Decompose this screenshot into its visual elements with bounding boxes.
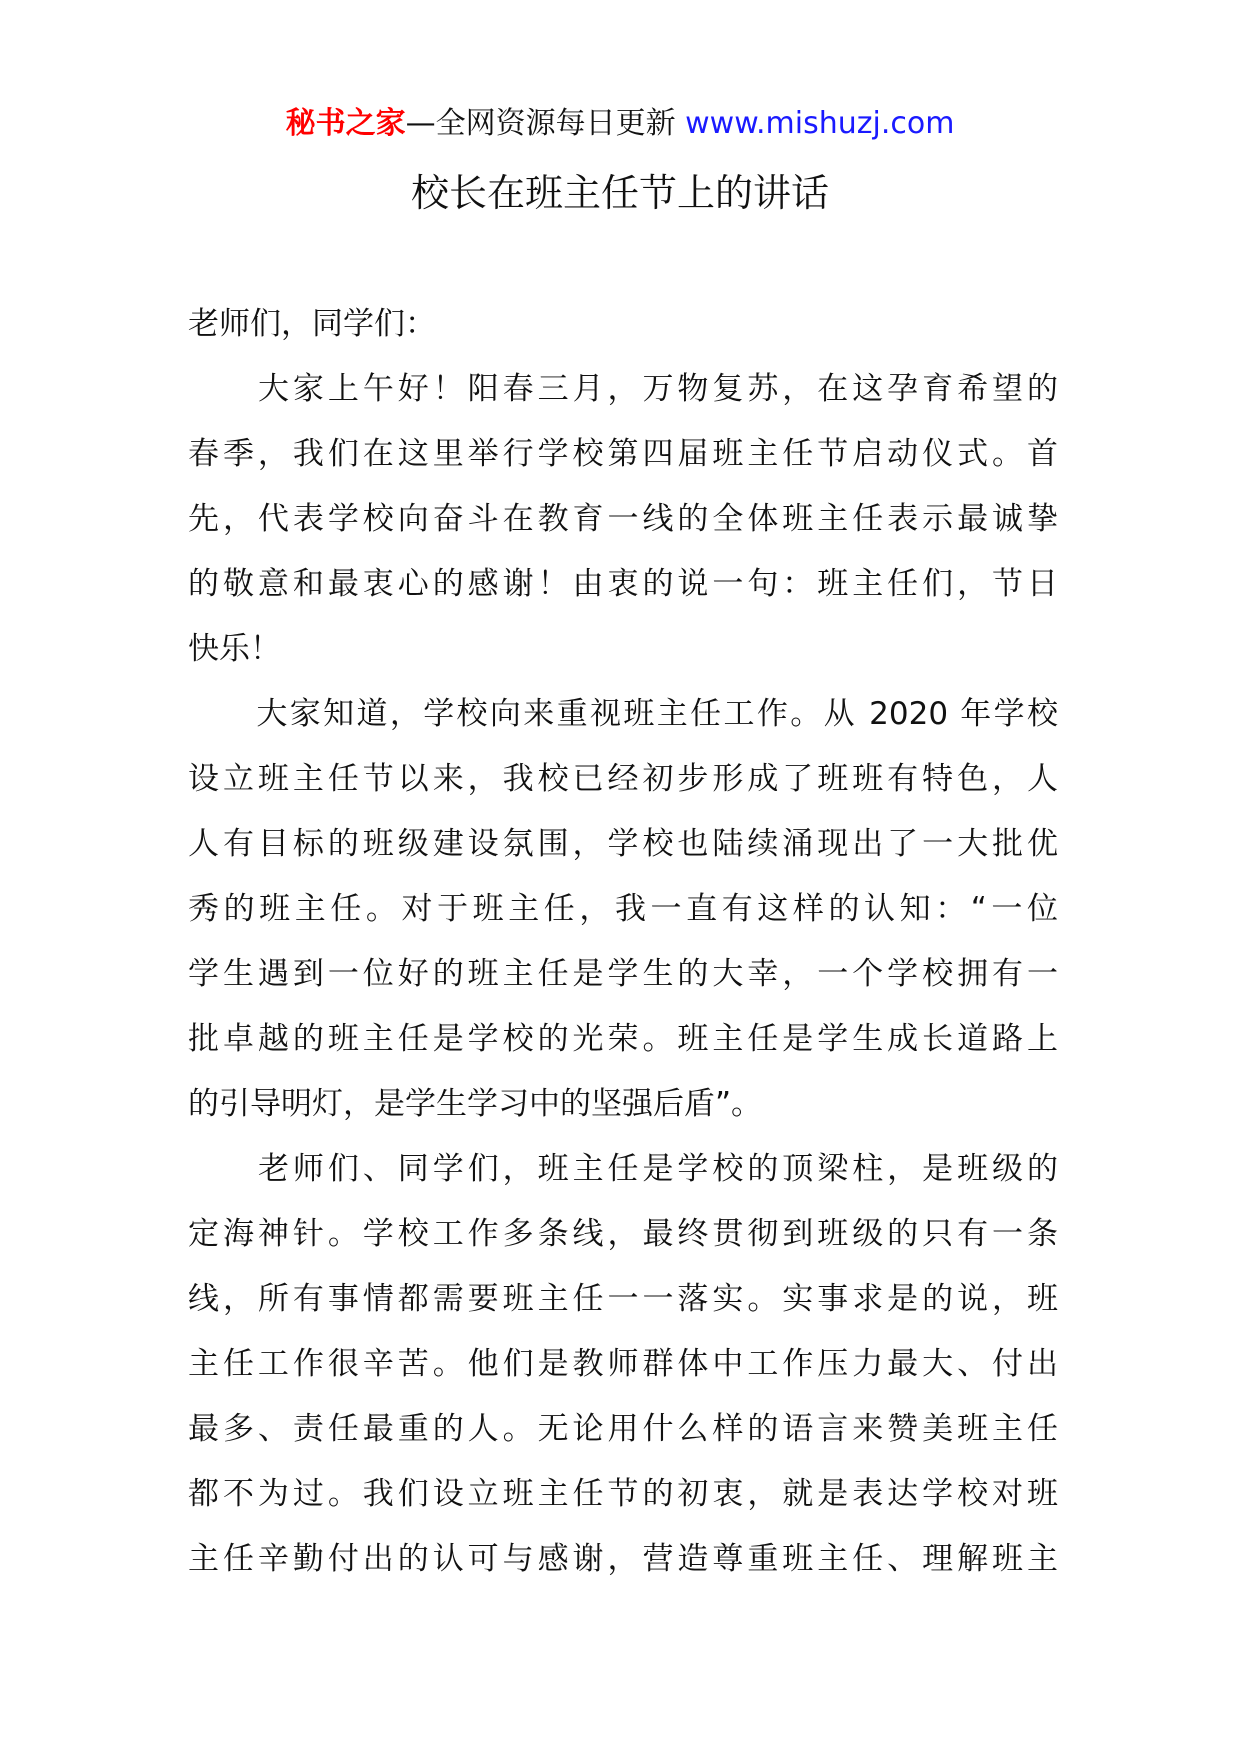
text-line: 批卓越的班主任是学校的光荣。班主任是学生成长道路上 bbox=[188, 1021, 1058, 1057]
text-line: 主任辛勤付出的认可与感谢，营造尊重班主任、理解班主 bbox=[188, 1541, 1058, 1577]
text-line: 秀的班主任。对于班主任，我一直有这样的认知：“一位 bbox=[188, 891, 1058, 927]
text-line: 设立班主任节以来，我校已经初步形成了班班有特色，人 bbox=[188, 761, 1058, 797]
text-line: 定海神针。学校工作多条线，最终贯彻到班级的只有一条 bbox=[188, 1216, 1058, 1252]
text-line: 最多、责任最重的人。无论用什么样的语言来赞美班主任 bbox=[188, 1411, 1058, 1447]
text-line: 大家上午好！阳春三月，万物复苏，在这孕育希望的 bbox=[254, 371, 1058, 407]
document-title: 校长在班主任节上的讲话 bbox=[410, 171, 829, 215]
text-line: 都不为过。我们设立班主任节的初衷，就是表达学校对班 bbox=[188, 1476, 1058, 1512]
site-name: 秘书之家 bbox=[285, 106, 406, 141]
site-header bbox=[0, 104, 1240, 144]
salutation: 老师们，同学们： bbox=[188, 306, 436, 342]
text-line: 大家知道，学校向来重视班主任工作。从 2020 年学校 bbox=[254, 696, 1058, 732]
text-line: 快乐！ bbox=[188, 631, 281, 667]
paragraph-2 bbox=[188, 682, 1058, 1137]
text-line: 主任工作很辛苦。他们是教师群体中工作压力最大、付出 bbox=[188, 1346, 1058, 1382]
text-line: 学生遇到一位好的班主任是学生的大幸，一个学校拥有一 bbox=[188, 956, 1058, 992]
text-line: 老师们、同学们，班主任是学校的顶梁柱，是班级的 bbox=[254, 1151, 1058, 1187]
site-tagline: —全网资源每日更新 bbox=[405, 106, 676, 141]
text-line: 春季，我们在这里举行学校第四届班主任节启动仪式。首 bbox=[188, 436, 1058, 472]
paragraph-1 bbox=[188, 357, 1058, 682]
text-line: 线，所有事情都需要班主任一一落实。实事求是的说，班 bbox=[188, 1281, 1058, 1317]
text-line: 人有目标的班级建设氛围，学校也陆续涌现出了一大批优 bbox=[188, 826, 1058, 862]
text-line: 的敬意和最衷心的感谢！由衷的说一句：班主任们，节日 bbox=[188, 566, 1058, 602]
text-line: 的引导明灯，是学生学习中的坚强后盾”。 bbox=[188, 1086, 763, 1122]
document-body bbox=[188, 292, 1058, 1592]
site-url-link[interactable]: www.mishuzj.com bbox=[685, 106, 955, 141]
paragraph-3 bbox=[188, 1137, 1058, 1592]
text-line: 先，代表学校向奋斗在教育一线的全体班主任表示最诚挚 bbox=[188, 501, 1058, 537]
